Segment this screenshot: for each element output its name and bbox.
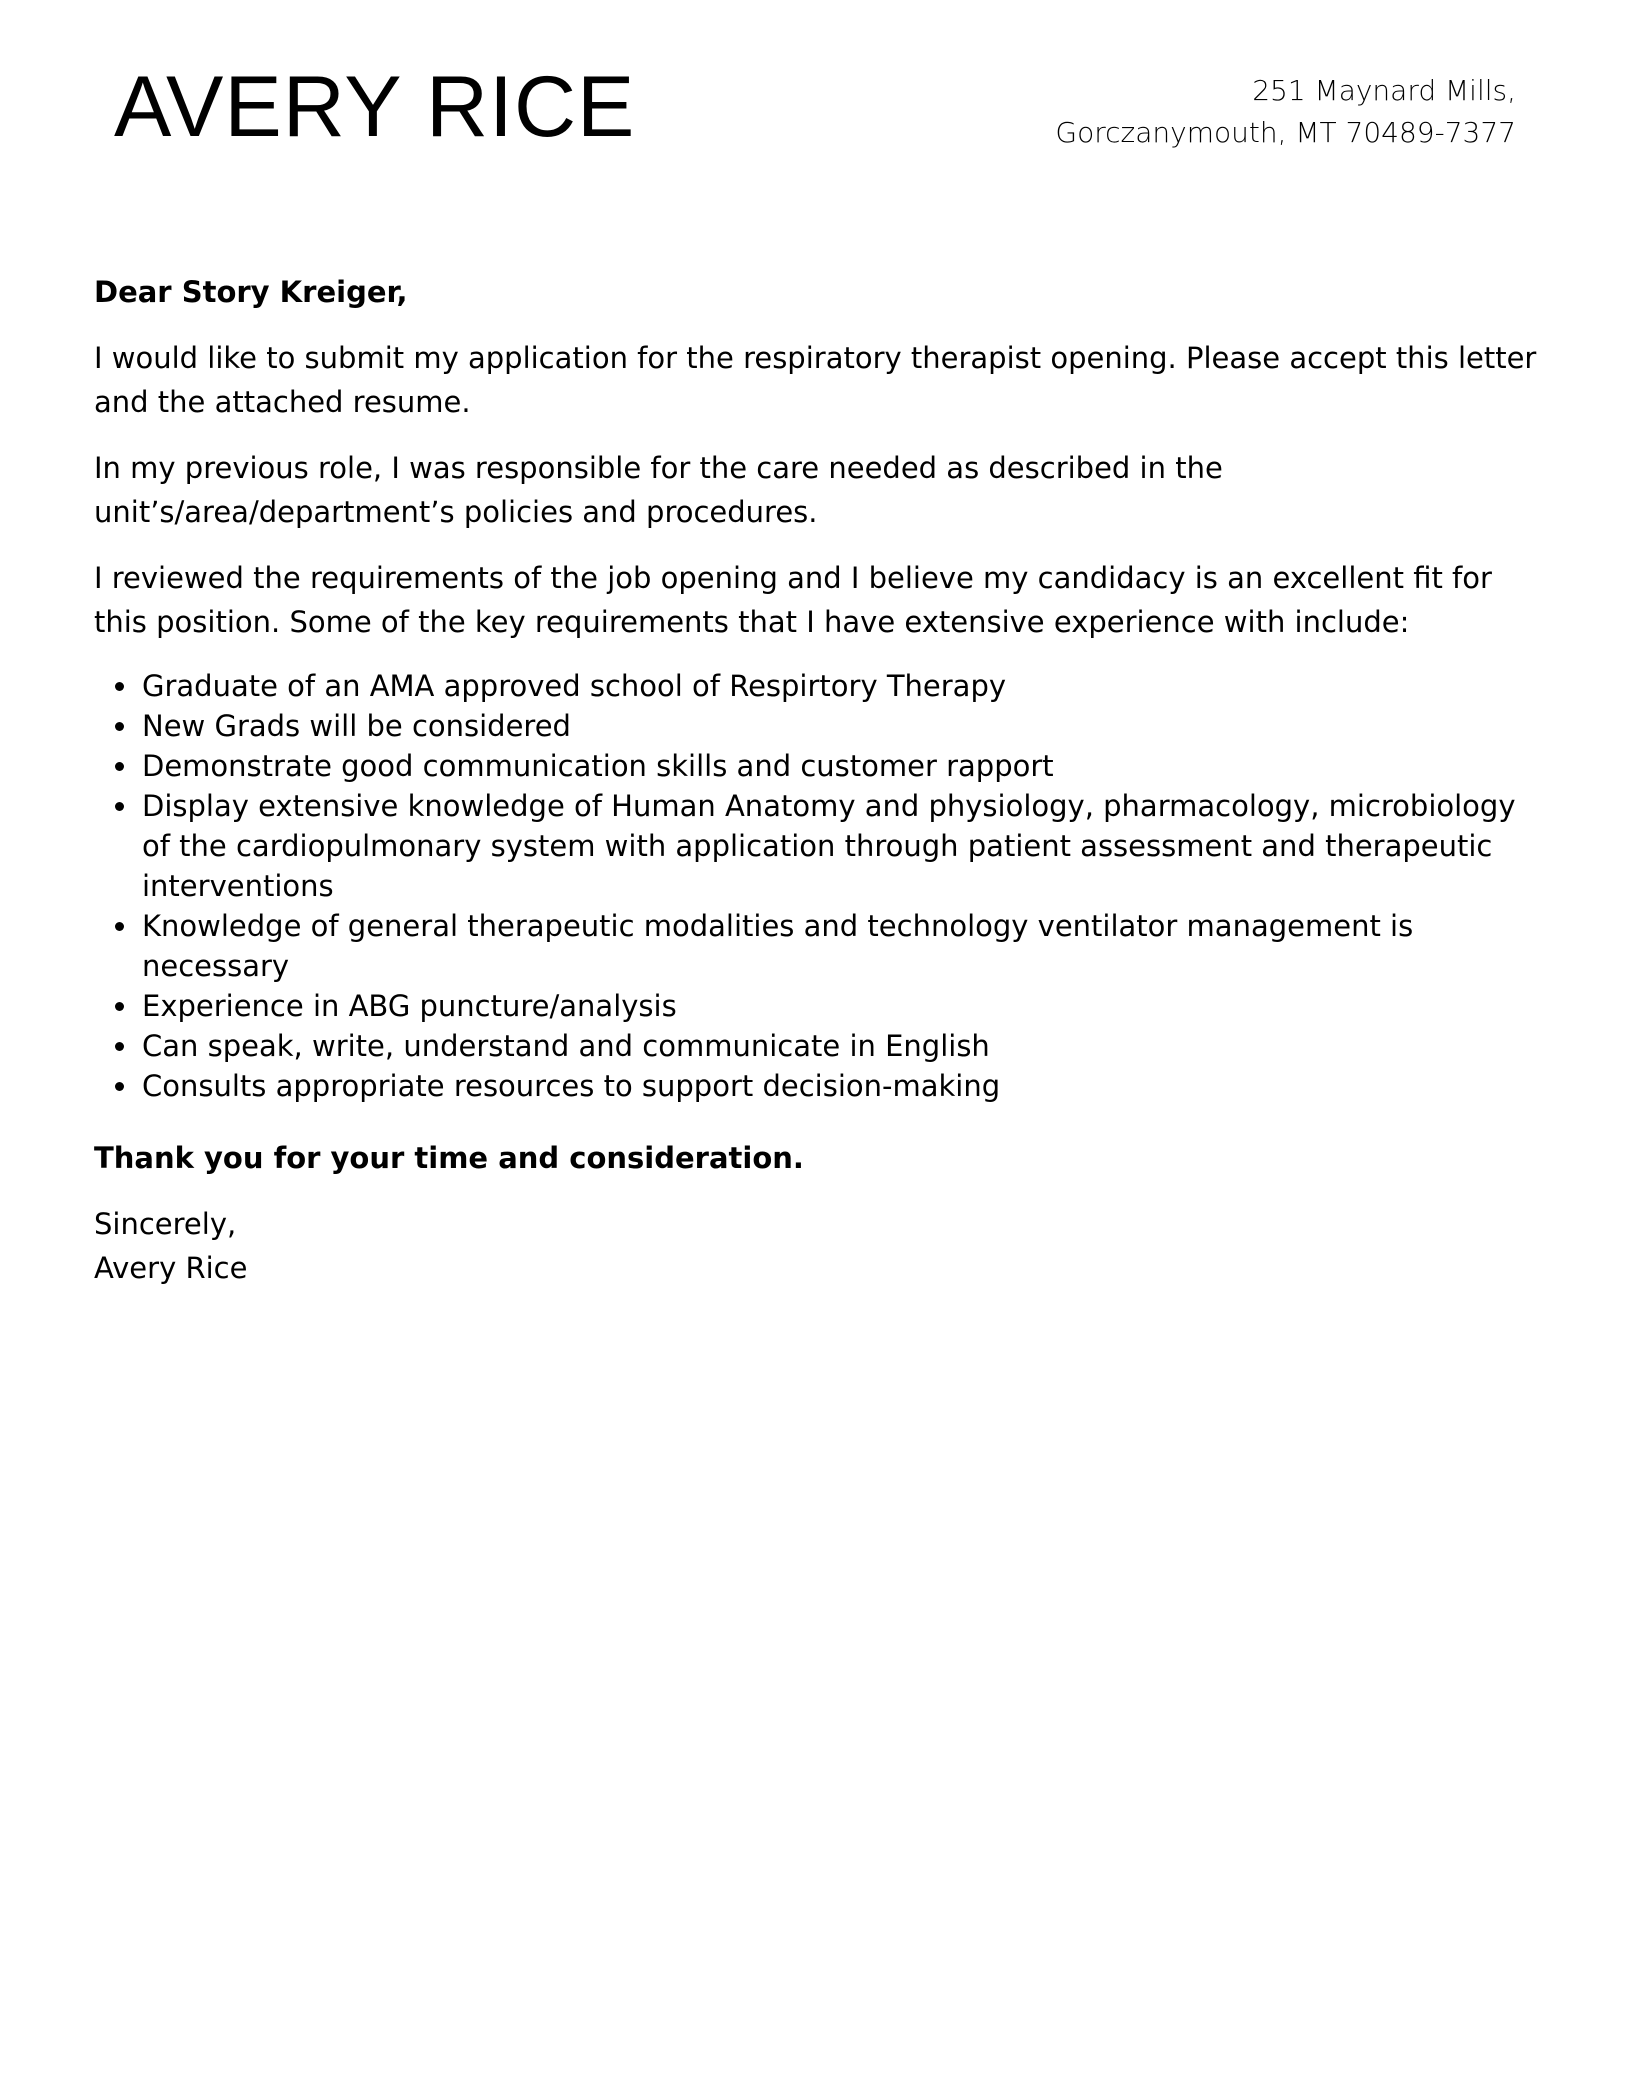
- intro-paragraph: I would like to submit my application for the respiratory therapist opening. Please accept this letter and the attached resume.: [94, 341, 1537, 419]
- address-line-1: 251 Maynard Mills,: [1252, 74, 1516, 107]
- thanks-line: Thank you for your time and consideration.: [94, 1141, 804, 1175]
- closing-block: [94, 1202, 1544, 1290]
- previous-role-paragraph: In my previous role, I was responsible for the care needed as described in the unit’s/area/department’s policies and procedures.: [94, 451, 1223, 529]
- applicant-name: AVERY RICE: [114, 59, 636, 155]
- list-item: Demonstrate good communication skills and customer rapport: [142, 746, 1544, 786]
- list-item: Graduate of an AMA approved school of Respirtory Therapy: [142, 666, 1544, 706]
- list-item: Experience in ABG puncture/analysis: [142, 986, 1544, 1026]
- list-item: New Grads will be considered: [142, 706, 1544, 746]
- address-line-2: Gorczanymouth, MT 70489-7377: [1055, 116, 1516, 149]
- list-item: Consults appropriate resources to support decision-making: [142, 1066, 1544, 1106]
- closing-word: Sincerely,: [94, 1207, 237, 1241]
- list-item: Knowledge of general therapeutic modalities and technology ventilator management is necessary: [142, 906, 1544, 986]
- letter-body: [94, 270, 1544, 1290]
- salutation: Dear Story Kreiger,: [94, 275, 408, 309]
- address-block: [1055, 70, 1516, 154]
- requirements-intro-paragraph: I reviewed the requirements of the job opening and I believe my candidacy is an excellent fit for this position. Some of the key requirements that I have extensive experience with include:: [94, 561, 1492, 639]
- requirements-list: [94, 666, 1544, 1106]
- list-item: Can speak, write, understand and communicate in English: [142, 1026, 1544, 1066]
- list-item: Display extensive knowledge of Human Anatomy and physiology, pharmacology, microbiology of the cardiopulmonary system with application through patient assessment and therapeutic interventions: [142, 786, 1544, 906]
- signature-name: Avery Rice: [94, 1251, 248, 1285]
